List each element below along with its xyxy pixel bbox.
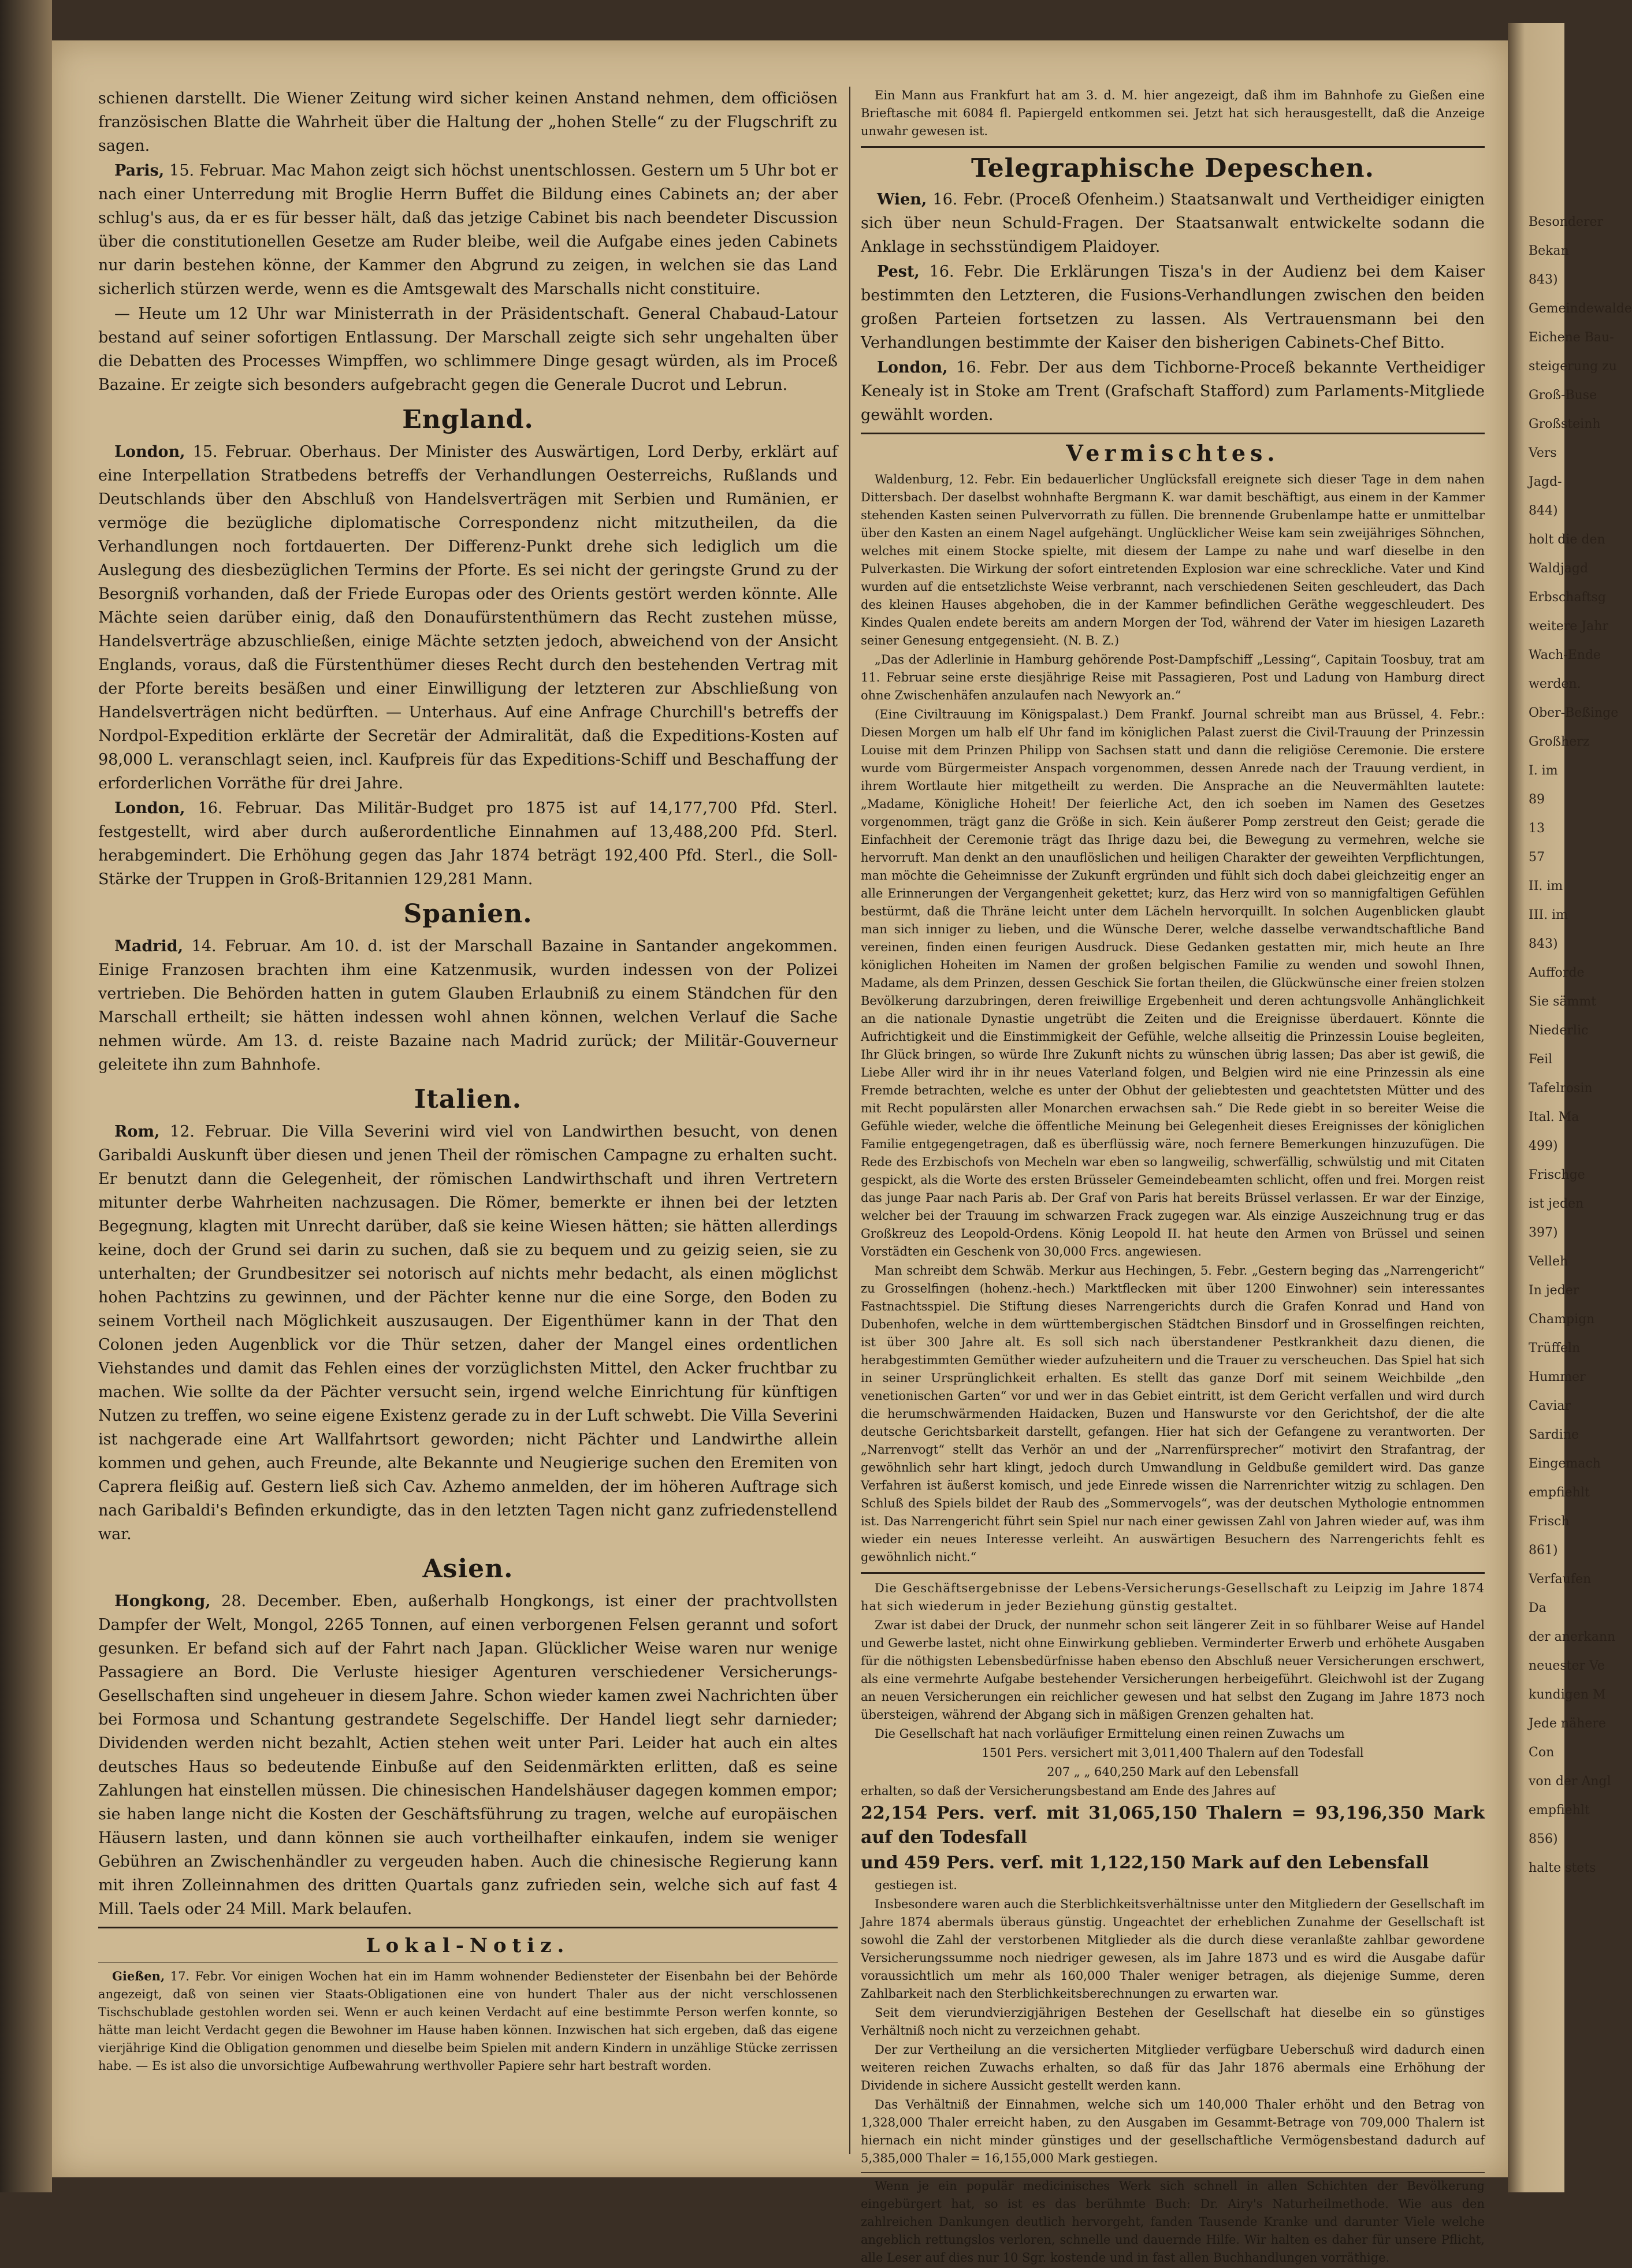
dateline-london-2: London, bbox=[114, 799, 185, 817]
adjacent-page-fragment: halte stets bbox=[1529, 1861, 1596, 1875]
paris-text: 15. Februar. Mac Mahon zeigt sich höchst unentschlossen. Gestern um 5 Uhr bot er nach einer Unterredung mit Broglie Herrn Buffet die Bildung eines Cabinets an; der aber schlug's aus, da er es für besser hält, daß das jetzige Cabinet bis nach beendeter Discussion über die constitutionellen Gesetze am Ruder bleibe, weil die Aufgabe eines jeden Cabinets nur darin bestehen könne, der Kammer den Abgrund zu zeigen, in welchen sie das Land sicherlich stürzen werde, wenn es die Amtsgewalt des Marschalls nicht constituire. bbox=[98, 162, 838, 298]
divider-rule-right-2 bbox=[861, 433, 1485, 434]
adjacent-page-fragment: Sie sämmt bbox=[1529, 995, 1597, 1009]
adjacent-page-edge bbox=[1508, 23, 1632, 2192]
adjacent-page-fragment: Jagd- bbox=[1529, 475, 1562, 489]
rom-article bbox=[98, 1120, 838, 1546]
airy-advertisement: Wenn je ein populär medicinisches Werk sich schnell in allen Schichten der Bevölkerung eingebürgert hat, so ist es das berühmte Buch: Dr. Airy's Naturheilmethode. Wie aus den zahlreichen Dankungen deutlich hervorgeht, fanden Tausende Kranke und darunter Viele welche angeblich rettungslos verloren, schnelle und dauernde Hilfe. Wir halten es daher für unsere Pflicht, alle Leser auf dies nur 10 Sgr. kostende und in fast allen Buchhandlungen vorräthige. bbox=[861, 2179, 1485, 2265]
left-column bbox=[98, 87, 838, 2076]
intro-paragraph: schienen darstellt. Die Wiener Zeitung wird sicher keinen Anstand nehmen, dem officiösen französischen Blatte die Wahrheit über die Haltung der „hohen Stelle“ zu der Flugschrift zu sagen. bbox=[98, 90, 838, 155]
newspaper-page bbox=[52, 40, 1508, 2265]
insurance-p3: 1501 Pers. versichert mit 3,011,400 Thalern auf den Todesfall bbox=[982, 1746, 1364, 1760]
adjacent-page-fragment: 499) bbox=[1529, 1139, 1558, 1153]
giessen-text: 17. Febr. Vor einigen Wochen hat ein im Hamm wohnender Bediensteter der Eisenbahn bei der Behörde angezeigt, daß von seinen vier Staats-Obligationen eine von hundert Thaler aus der nicht verschlossenen Tischschublade gestohlen worden sei. Wenn er auch keinen Verdacht auf eine bestimmte Person werfen konnte, so hätte man leicht Verdacht gegen die Bewohner im Hause haben können. Inzwischen hat sich ergeben, daß das eigene vierjährige Kind die Obligation genommen und dieselbe beim Spielen mit andern Kindern in unzählige Stücke zerrissen habe. — Es ist also die unvorsichtige Aufbewahrung werthvoller Papiere sehr hart bestraft worden. bbox=[98, 1969, 838, 2073]
vermischtes-lessing: „Das der Adlerlinie in Hamburg gehörende Post-Dampfschiff „Lessing“, Capitain Toosbuy, trat am 11. Februar seine erste diesjährige Reise mit Passagieren, Post und Ladung von Hamburg direct ohne Zwischenhäfen anzulaufen nach Newyork an.“ bbox=[861, 653, 1485, 702]
adjacent-page-fragment: kundigen M bbox=[1529, 1688, 1606, 1702]
vermischtes-civiltrauung: (Eine Civiltrauung im Königspalast.) Dem Frankf. Journal schreibt man aus Brüssel, 4. Febr.: Diesen Morgen um halb elf Uhr fand im königlichen Palast zuerst die Civil-Trauung der Prinzessin Louise mit dem Prinzen Philipp von Sachsen statt und dann die religiöse Ceremonie. Die erstere wurde vom Bürgermeister Anspach vorgenommen, dessen Anrede nach der Trauung verdient, in ihrem Wortlaute hier mitgetheilt zu werden. Die Ansprache an die Neuvermählten lautete: „Madame, Königliche Hoheit! Der feierliche Act, den ich soeben im Namen des Gesetzes vorgenommen, trägt ganz die Größe in sich. Kein äußerer Pomp zerstreut den Geist; gerade die Einfachheit der Ceremonie trägt das Ihrige dazu bei, die Bewegung zu vermehren, welche sie hervorruft. Man denkt an den unauflöslichen und heiligen Charakter der geweihten Verpflichtungen, man möchte die Geheimnisse der Zukunft ergründen und fühlt sich doch dabei gleichzeitig enger an alle Erinnerungen der Vergangenheit gekettet; kurz, das Herz wird von so mannigfaltigen Gefühlen bestürmt, daß die Thräne leicht unter dem Lächeln hervorquillt. In solchen Augenblicken glaubt man sich inniger zu lieben, und die Wünsche Derer, welche dasselbe verwandtschaftliche Band vereinen, finden einen feurigen Ausdruck. Diese Gedanken gestatten mir, mich heute an Ihre königlichen Hoheiten im Namen der großen belgischen Familie zu wenden und sowohl Ihnen, Madame, als dem Prinzen, dessen Geschick Sie fortan theilen, die Glückwünsche einer freien stolzen Bevölkerung darzubringen, deren freiwillige Ergebenheit und deren achtungsvolle Anhänglichkeit an die nationale Dynastie ungetrübt die Zeiten und die Ereignisse überdauert. Könnte die Aufrichtigkeit und die Einstimmigkeit der Gefühle, welche allseitig die Prinzessin Louise begleiten, Ihr Glück bringen, so würde Ihre Zukunft nichts zu wünschen übrig lassen; Das aber ist gewiß, die Liebe Aller wird ihr in ihr neues Vaterland folgen, und Belgien wird nie eine Prinzessin als eine Fremde betrachten, welche es unter der Obhut der geliebtesten und geachtetsten Mütter und des mit Recht populärsten aller Monarchen erwachsen sah.“ Die Rede giebt in so bereiter Weise die Gefühle wieder, welche die öffentliche Meinung bei Gelegenheit dieses Ereignisses der königlichen Familie entgegengetragen, daß es überflüssig wäre, noch fernere Bemerkungen hinzuzufügen. Die Rede des Erzbischofs von Mecheln war eben so langweilig, schwerfällig, schwülstig und mit Citaten gespickt, als die Worte des ersten Brüsseler Gemeindebeamten schlicht, offen und frei. Morgen reist das junge Paar nach Paris ab. Der Graf von Paris hat bereits Brüssel verlassen. Er war der Einzige, welcher bei der Trauung im schwarzen Frack zugegen war. Als einzige Auszeichnung trug er das Großkreuz des Leopold-Ordens. König Leopold II. hat heute den Armen von Brüssel und seinen Vorstädten ein Geschenk von 30,000 Frcs. angewiesen. bbox=[861, 707, 1485, 1258]
vermischtes-narrengericht: Man schreibt dem Schwäb. Merkur aus Hechingen, 5. Febr. „Gestern beging das „Narrengericht“ zu Grosselfingen (hohenz.-hech.) Marktflecken mit über 1200 Einwohner) sein interessantes Fastnachtsspiel. Die Stiftung dieses Narrengerichts durch die Grafen Konrad und Hand von Dubenhofen, welche in dem württembergischen Städtchen Binsdorf und in Grosselfingen reichten, ist über 300 Jahre alt. Es soll sich nach überstandener Pestkrankheit dazu dienen, die herabgestimmten Gemüther wieder aufzuheitern und die Trauer zu verscheuchen. Das Spiel hat sich in seiner Ursprünglichkeit erhalten. Es stellt das ganze Dorf mit seinem Weichbilde „den venetionischen Garten“ vor und wer in das Gebiet eintritt, ist dem Gericht verfallen und wird durch die herumschwärmenden Haidacken, Buzen und Hanswurste vor den Gerichtshof, der die alte deutsche Gerichtsbarkeit darstellt, gefangen. Hier hat sich der Gefangene zu verantworten. Der „Narrenvogt“ stellt das Verhör an und der „Narrenfürsprecher“ motivirt den Strafantrag, der gewöhnlich sehr hart klingt, jedoch durch Umwandlung in Geldbuße gemildert wird. Das ganze Verfahren ist äußerst komisch, und jede Einrede wissen die Narrenrichter witzig zu schlagen. Den Schluß des Spiels bildet der Raub des „Sommervogels“, was der deutschen Mythologie entnommen ist. Das Narrengericht führt sein Spiel nur nach einer gewissen Zahl von Jahren wieder auf, was ihm wieder ein neues Interesse verleiht. An auswärtigen Besuchern des Narrengerichts fehlt es gewöhnlich nicht.“ bbox=[861, 1264, 1485, 1564]
adjacent-page-fragment: 397) bbox=[1529, 1226, 1558, 1240]
madrid-article bbox=[98, 934, 838, 1077]
adjacent-page-fragment: der anerkann bbox=[1529, 1630, 1616, 1644]
adjacent-page-fragment: Ober-Beßinge bbox=[1529, 706, 1619, 720]
dateline-madrid: Madrid, bbox=[114, 937, 184, 955]
adjacent-page-fragment: II. im bbox=[1529, 879, 1563, 893]
dateline-paris: Paris, bbox=[114, 162, 165, 180]
vermischtes-waldenburg: Waldenburg, 12. Febr. Ein bedauerlicher Unglücksfall ereignete sich dieser Tage in dem nahen Dittersbach. Der daselbst wohnhafte Bergmann K. war damit beschäftigt, aus einem in der Kammer stehenden Kasten seinen Pulvervorrath zu füllen. Die brennende Grubenlampe hatte er unmittelbar über den Kasten an einem Nagel aufgehängt. Unglücklicher Weise kam sein zweijähriges Söhnchen, welches mit einem Stocke spielte, mit diesem der Lampe zu nahe und warf dieselbe in den Pulverkasten. Die Wirkung der sofort eintretenden Explosion war eine schreckliche. Vater und Kind wurden auf die entsetzlichste Weise verbrannt, nach verschiedenen Seiten geschleudert, das Dach des kleinen Hauses abgehoben, die in der Kammer befindlichen Geräthe weggeschleudert. Des Kindes Qualen endete bereits am andern Morgen der Tod, während der Vater im hiesigen Lazareth seiner Genesung entgegensieht. (N. B. Z.) bbox=[861, 472, 1485, 647]
adjacent-page-fragment: Wach-Ende bbox=[1529, 648, 1601, 662]
adjacent-page-fragment: 861) bbox=[1529, 1543, 1558, 1558]
insurance-p9: Insbesondere waren auch die Sterblichkeitsverhältnisse unter den Mitgliedern der Gesellschaft im Jahre 1874 abermals überaus günstig. Ungeachtet der erheblichen Zunahme der Gesellschaft ist sowohl die Zahl der verstorbenen Mitglieder als die durch diese veranlaßte zahlbar gewordene Versicherungssumme noch niedriger gewesen, als im Jahre 1873 und es wird die Ausgabe dafür voraussichtlich um mehr als 160,000 Thaler weniger betragen, als diejenige Summe, deren Zahlbarkeit nach den Sterblichkeitsberechnungen zu erwarten war. bbox=[861, 1897, 1485, 2001]
adjacent-page-fragment: Besonderer bbox=[1529, 215, 1604, 229]
adjacent-page-fragment: 843) bbox=[1529, 937, 1558, 951]
adjacent-page-fragment: Feil bbox=[1529, 1052, 1553, 1067]
column-divider bbox=[849, 87, 850, 2154]
adjacent-page-fragment: neuester Ve bbox=[1529, 1659, 1605, 1673]
heading-vermischtes: Vermischtes. bbox=[1066, 440, 1280, 466]
heading-italien: Italien. bbox=[414, 1085, 522, 1114]
pest-article bbox=[861, 260, 1485, 355]
adjacent-page-fragment: Groß-Buse bbox=[1529, 388, 1597, 403]
adjacent-page-fragment: Erbschaftsg bbox=[1529, 590, 1606, 605]
adjacent-page-fragment: Frischge bbox=[1529, 1168, 1585, 1182]
adjacent-page-fragment: 89 bbox=[1529, 792, 1545, 807]
insurance-intro: Die Geschäftsergebnisse der Lebens-Versicherungs-Gesellschaft zu Leipzig im Jahre 1874 hat sich wiederum in jeder Beziehung günstig gestaltet. bbox=[861, 1581, 1485, 1613]
adjacent-page-fragment: 844) bbox=[1529, 504, 1558, 518]
adjacent-page-fragment: Niederlic bbox=[1529, 1023, 1589, 1038]
adjacent-page-fragment: weitere Jahr bbox=[1529, 619, 1608, 634]
insurance-p4: 207 „ „ 640,250 Mark auf den Lebensfall bbox=[1047, 1765, 1299, 1779]
adjacent-page-fragment: Bekan bbox=[1529, 244, 1569, 258]
adjacent-page-fragment: Verfaufen bbox=[1529, 1572, 1592, 1587]
london-text-2: 16. Februar. Das Militär-Budget pro 1875 ist auf 14,177,700 Pfd. Sterl. festgestellt, wird aber durch außerordentliche Einnahmen auf 13,488,200 Pfd. Sterl. herabgemindert. Die Erhöhung gegen das Jahr 1874 beträgt 192,400 Pfd. Sterl., die Soll-Stärke der Truppen in Groß-Britannien 129,281 Mann. bbox=[98, 799, 838, 888]
adjacent-page-fragment: Ital. Ma bbox=[1529, 1110, 1579, 1124]
dateline-hongkong: Hongkong, bbox=[114, 1592, 211, 1610]
insurance-p11: Der zur Vertheilung an die versicherten Mitglieder verfügbare Ueberschuß wird dadurch einen weiteren reichen Zuwachs erhalten, so daß für das Jahr 1876 abermals eine Erhöhung der Dividende in sichere Aussicht gestellt werden kann. bbox=[861, 2043, 1485, 2092]
hongkong-article bbox=[98, 1589, 838, 1921]
adjacent-page-fragment: Großherz bbox=[1529, 735, 1590, 749]
madrid-text: 14. Februar. Am 10. d. ist der Marschall Bazaine in Santander angekommen. Einige Franzosen brachten ihm eine Katzenmusik, wurden indessen von der Polizei vertrieben. Die Behörden hatten in gutem Glauben Erlaubniß zu einem Ständchen für den Marschall ertheilt; sie hätten indessen wohl ahnen können, welchen Verlauf die Sache nehmen würde. Am 13. d. reiste Bazaine nach Madrid zurück; der Militär-Gouverneur geleitete ihn zum Bahnhofe. bbox=[98, 937, 838, 1074]
adjacent-page-fragment: Tafelrosin bbox=[1529, 1081, 1593, 1096]
insurance-p5: erhalten, so daß der Versicherungsbestand am Ende des Jahres auf bbox=[861, 1784, 1276, 1798]
adjacent-page-fragment: Aufforde bbox=[1529, 966, 1585, 980]
dateline-pest: Pest, bbox=[877, 263, 920, 281]
adjacent-page-fragment: empfiehlt bbox=[1529, 1485, 1590, 1500]
london-text-1: 15. Februar. Oberhaus. Der Minister des Auswärtigen, Lord Derby, erklärt auf eine Interpellation Stratbedens betreffs der Verhandlungen Oesterreichs, Rußlands und Deutschlands über den Abschluß von Handelsverträgen mit Serbien und Rumänien, er vermöge die bezügliche diplomatische Correspondenz nicht mitzutheilen, da die Verhandlungen noch fortdauerten. Der Differenz-Punkt drehe sich lediglich um die Auslegung des diesbezüglichen Termins der Pforte. Es sei nicht der geringste Grund zu der Besorgniß vorhanden, daß der Friede Europas oder des Orients gestört werden könnte. Alle Mächte seien darüber einig, daß den Donaufürstenthümern das Recht zustehen müsse, Handelsverträge abzuschließen, einige Mächte setzten jedoch, abweichend von der Ansicht Englands, voraus, daß die Fürstenthümer dieses Recht durch den bestehenden Vertrag mit der Pforte bereits besäßen und einer Einwilligung der letzteren zur Abschließung von Handelsverträgen nicht bedürften. — Unterhaus. Auf eine Anfrage Churchill's betreffs der Nordpol-Expedition erklärte der Secretär der Admiralität, daß die Expeditions-Kosten auf 98,000 L. veranschlagt seien, incl. Kaufpreis für das Expeditions-Schiff und Beschaffung der erforderlichen Vorräthe für drei Jahre. bbox=[98, 443, 838, 792]
insurance-total-lebensfall: und 459 Pers. verf. mit 1,122,150 Mark auf den Lebensfall bbox=[861, 1853, 1429, 1873]
insurance-p2: Die Gesellschaft hat nach vorläufiger Ermittelung einen reinen Zuwachs um bbox=[875, 1727, 1345, 1741]
heading-spanien: Spanien. bbox=[403, 899, 533, 929]
dateline-wien: Wien, bbox=[877, 191, 927, 208]
insurance-p10: Seit dem vierundvierzigjährigen Bestehen der Gesellschaft hat dieselbe ein so günstiges Verhältniß noch nicht zu verzeichnen gehabt. bbox=[861, 2006, 1485, 2038]
divider-thin-right bbox=[861, 2172, 1485, 2173]
adjacent-page-fragment: werden. bbox=[1529, 677, 1581, 691]
pest-text: 16. Febr. Die Erklärungen Tisza's in der Audienz bei dem Kaiser bestimmten den Letzteren, die Fusions-Verhandlungen zwischen den beiden großen Parteien fortsetzen zu lassen. Als Vertrauensmann bei den Verhandlungen bestimmte der Kaiser den bisherigen Cabinets-Chef Bitto. bbox=[861, 263, 1485, 352]
adjacent-page-fragment: Champign bbox=[1529, 1312, 1595, 1327]
adjacent-page-fragment: empfiehlt bbox=[1529, 1803, 1590, 1818]
rom-text: 12. Februar. Die Villa Severini wird viel von Landwirthen besucht, von denen Garibaldi Auskunft über diesen und jenen Theil der römischen Campagne zu erhalten sucht. Er benutzt dann die Gelegenheit, der römischen Landwirthschaft und ihren Vertretern mitunter derbe Wahrheiten nachzusagen. Die Römer, bemerkte er ihnen bei der letzten Begegnung, klagten mit Unrecht darüber, daß sie keine Wiesen hätten; sie hätten allerdings keine, doch der Grund sei darin zu suchen, daß sie zu bequem und zu geizig seien, sie zu unterhalten; der Grundbesitzer sei notorisch auf nichts mehr bedacht, als einen möglichst hohen Pachtzins zu gewinnen, und der Pächter kenne nur die eine Sorge, den Boden zu seinem Vortheil nach Möglichkeit auszusaugen. Der Eigenthümer kann in der That den Colonen jeden Augenblick vor die Thür setzen, daher der Mangel eines ordentlichen Viehstandes und damit das Fehlen eines der vorzüglichsten Mittel, den Acker fruchtbar zu machen. Wie sollte da der Pächter versucht sein, irgend welche Einrichtung für künftigen Nutzen zu treffen, wo seine eigene Existenz gerade zu in der Luft schwebt. Die Villa Severini ist nachgerade eine Art Wallfahrtsort geworden; nicht Pächter und Landwirthe allein kommen und gehen, auch Freunde, alte Bekannte und Neugierige suchen den Eremiten von Caprera fleißig auf. Gestern ließ sich Cav. Azhemo anmelden, der im höheren Auftrage sich nach Garibaldi's Befinden erkundigte, das in den letzten Tagen nicht ganz zufriedenstellend war. bbox=[98, 1123, 838, 1543]
adjacent-page-fragment: Jede nähere bbox=[1529, 1716, 1606, 1731]
dateline-london-1: London, bbox=[114, 443, 185, 461]
adjacent-page-fragment: Waldjagd bbox=[1529, 561, 1589, 576]
adjacent-page-fragment: holt die den bbox=[1529, 532, 1605, 547]
adjacent-page-fragment: Sardine bbox=[1529, 1428, 1579, 1442]
adjacent-page-fragment: Con bbox=[1529, 1745, 1555, 1760]
adjacent-page-fragment: Frisch bbox=[1529, 1514, 1570, 1529]
adjacent-page-fragment: Gemeindewalde bbox=[1529, 301, 1632, 316]
adjacent-page-fragment: steigerung zu bbox=[1529, 359, 1617, 374]
divider-rule-right-3 bbox=[861, 1572, 1485, 1574]
heading-england: England. bbox=[402, 405, 534, 434]
hongkong-text: 28. December. Eben, außerhalb Hongkongs, ist einer der prachtvollsten Dampfer der Welt, Mongol, 2265 Tonnen, auf einen verborgenen Felsen gerannt und sofort gesunken. Er befand sich auf der Fahrt nach Japan. Glücklicher Weise waren nur wenige Passagiere an Bord. Die Verluste hiesiger Agenturen verschiedener Versicherungs-Gesellschaften sind ungeheuer in diesem Jahre. Schon wieder kamen zwei Nachrichten über bei Formosa und Schantung gestrandete Segelschiffe. Der Handel liegt sehr darnieder; Dividenden werden nicht bezahlt, Actien stehen weit unter Pari. Leider hat auch ein altes deutsches Haus so bedeutende Einbuße auf den Seidenmärkten erlitten, daß es seine Zahlungen hat einstellen müssen. Die chinesischen Handelshäuser dagegen kommen empor; sie haben lange nicht die Kosten der Geschäftsführung zu tragen, welche auf europäischen Häusern lasten, und dann können sie auch vortheilhafter einkaufen, indem sie weniger Gebühren an Zwischenhändler zu vergeuden haben. Auch die chinesische Regierung kann mit ihren Zolleinnahmen des dritten Quartals ganz zufrieden sein, welche sich auf fast 4 Mill. Taels oder 24 Mill. Mark belaufen. bbox=[98, 1592, 838, 1918]
dateline-rom: Rom, bbox=[114, 1123, 160, 1141]
adjacent-page-fragment: Caviar bbox=[1529, 1399, 1571, 1413]
heading-asien: Asien. bbox=[422, 1554, 514, 1584]
adjacent-page-fragment: 13 bbox=[1529, 821, 1545, 836]
insurance-total-todesfall: 22,154 Pers. verf. mit 31,065,150 Thalern = 93,196,350 Mark auf den Todesfall bbox=[861, 1803, 1485, 1848]
adjacent-page-fragment: 856) bbox=[1529, 1832, 1558, 1846]
divider-rule-right-1 bbox=[861, 146, 1485, 148]
wien-article bbox=[861, 188, 1485, 259]
adjacent-page-fragment: 57 bbox=[1529, 850, 1545, 865]
divider-rule bbox=[98, 1927, 838, 1928]
paris-article bbox=[98, 159, 838, 301]
adjacent-page-fragment: Hummer bbox=[1529, 1370, 1586, 1384]
dateline-giessen: Gießen, bbox=[112, 1969, 165, 1983]
insurance-p8: gestiegen ist. bbox=[875, 1878, 957, 1892]
adjacent-page-fragment: Da bbox=[1529, 1601, 1547, 1615]
adjacent-page-fragment: ist jeden bbox=[1529, 1197, 1584, 1211]
paris-article-2: — Heute um 12 Uhr war Ministerrath in der Präsidentschaft. General Chabaud-Latour bestand auf seiner sofortigen Entlassung. Der Marschall zeigte sich sehr ungehalten über die Debatten des Processes Wimpffen, wo schlimmere Dinge gesagt würden, als im Proceß Bazaine. Er zeigte sich besonders aufgebracht gegen die Generale Ducrot und Lebrun. bbox=[98, 305, 838, 394]
heading-telegraph: Telegraphische Depeschen. bbox=[971, 154, 1374, 183]
adjacent-page-fragment: Eingemach bbox=[1529, 1457, 1601, 1471]
london-article-1 bbox=[98, 440, 838, 795]
adjacent-page-fragment: Trüffeln bbox=[1529, 1341, 1581, 1355]
right-column bbox=[861, 87, 1485, 2268]
adjacent-page-fragment: Großsteinh bbox=[1529, 417, 1601, 431]
adjacent-page-fragment: I. im bbox=[1529, 764, 1558, 778]
adjacent-page-fragment: III. im bbox=[1529, 908, 1568, 922]
heading-lokal-notiz: Lokal-Notiz. bbox=[366, 1934, 570, 1957]
dateline-london-telegraph: London, bbox=[877, 359, 948, 377]
london-telegraph-text: 16. Febr. Der aus dem Tichborne-Proceß bekannte Vertheidiger Kenealy ist in Stoke am Trent (Grafschaft Stafford) zum Parlaments-Mitgliede gewählt worden. bbox=[861, 359, 1485, 424]
adjacent-page-fragment: von der Angl bbox=[1529, 1774, 1611, 1789]
london-article-2 bbox=[98, 796, 838, 891]
book-binding bbox=[0, 0, 52, 2192]
top-notice: Ein Mann aus Frankfurt hat am 3. d. M. hier angezeigt, daß ihm im Bahnhofe zu Gießen eine Brieftasche mit 6084 fl. Papiergeld entkommen sei. Jetzt hat sich herausgestellt, daß die Anzeige unwahr gewesen ist. bbox=[861, 88, 1485, 138]
adjacent-page-fragment: In jeder bbox=[1529, 1283, 1579, 1298]
adjacent-page-fragment: 843) bbox=[1529, 273, 1558, 287]
insurance-p12: Das Verhältniß der Einnahmen, welche sich um 140,000 Thaler erhöht und den Betrag von 1,328,000 Thaler erreicht haben, zu den Ausgaben im Gesammt-Betrage von 709,000 Thalern ist hiernach ein nicht minder günstiges und der gesellschaftliche Vermögensbestand dadurch auf 5,385,000 Thaler = 16,155,000 Mark gestiegen. bbox=[861, 2098, 1485, 2165]
insurance-p1: Zwar ist dabei der Druck, der nunmehr schon seit längerer Zeit in so fühlbarer Weise auf Handel und Gewerbe lastet, nicht ohne Einwirkung geblieben. Verminderter Erwerb und erhöhete Ausgaben für die nöthigsten Lebensbedürfnisse haben ebenso den Abschluß neuer Versicherungen erschwert, als eine vermehrte Aufgabe bestehender Versicherungen herbeigeführt. Gleichwohl ist der Zugang an neuen Versicherungen ein reichlicher gewesen und hat selbst den Zugang im Jahre 1873 noch übersteigen, während der Abgang sich in mäßigen Grenzen gehalten hat. bbox=[861, 1618, 1485, 1722]
adjacent-page-fragment: Vers bbox=[1529, 446, 1557, 460]
london-telegraph-article bbox=[861, 356, 1485, 427]
wien-text: 16. Febr. (Proceß Ofenheim.) Staatsanwalt und Vertheidiger einigten sich über neun Schuld-Fragen. Der Staatsanwalt entwickelte sodann die Anklage in sechsstündigem Plaidoyer. bbox=[861, 191, 1485, 256]
giessen-article bbox=[98, 1967, 838, 2075]
adjacent-page-fragment: Velleh bbox=[1529, 1254, 1568, 1269]
adjacent-page-fragment: Eichene Bau- bbox=[1529, 330, 1614, 345]
